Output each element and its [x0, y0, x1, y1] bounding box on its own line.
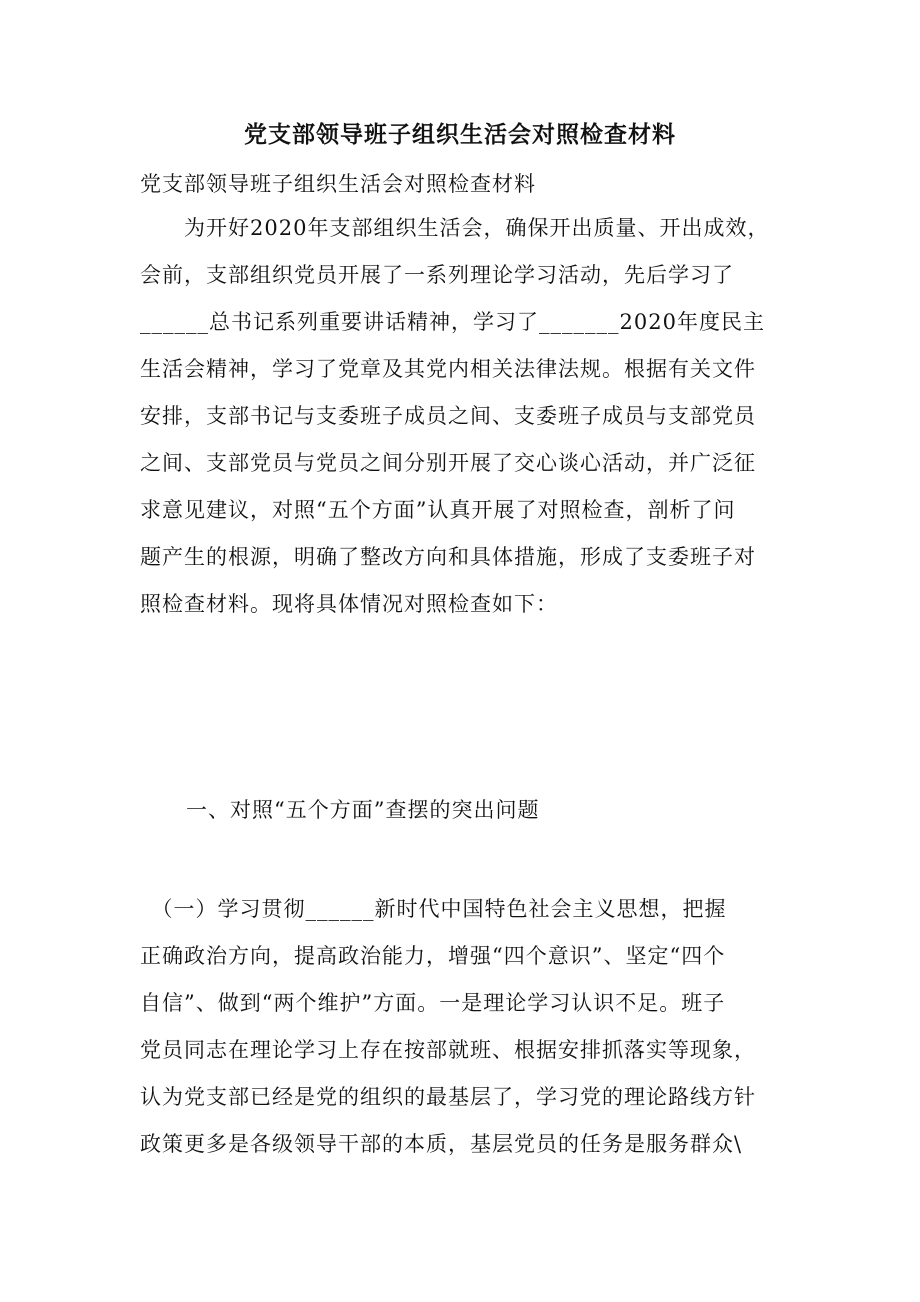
paragraph-line: 照检查材料。现将具体情况对照检查如下：	[140, 592, 558, 616]
paragraph-line: 生活会精神，学习了党章及其党内相关法律法规。根据有关文件	[140, 357, 756, 381]
document-subtitle: 党支部领导班子组织生活会对照检查材料	[140, 172, 536, 196]
paragraph-line: 党员同志在理论学习上存在按部就班、根据安排抓落实等现象，	[140, 1038, 756, 1062]
paragraph-line: 自信”、做到“两个维护”方面。一是理论学习认识不足。班子	[140, 991, 726, 1015]
paragraph-line: 题产生的根源，明确了整改方向和具体措施，形成了支委班子对	[140, 545, 756, 569]
section1-paragraph	[140, 886, 790, 1168]
document-title: 党支部领导班子组织生活会对照检查材料	[244, 121, 676, 148]
paragraph-line: 政策更多是各级领导干部的本质，基层党员的任务是服务群众\	[140, 1132, 743, 1156]
section-heading: 一、对照“五个方面”查摆的突出问题	[186, 798, 540, 822]
paragraph-line: 求意见建议，对照“五个方面”认真开展了对照检查，剖析了问	[140, 498, 736, 522]
paragraph-line: 为开好2020年支部组织生活会，确保开出质量、开出成效，	[140, 216, 770, 240]
intro-paragraph	[140, 205, 790, 628]
paragraph-line: ______总书记系列重要讲话精神，学习了_______2020年度民主	[140, 310, 765, 334]
paragraph-line: 认为党支部已经是党的组织的最基层了，学习党的理论路线方针	[140, 1085, 756, 1109]
paragraph-line: 之间、支部党员与党员之间分别开展了交心谈心活动，并广泛征	[140, 451, 756, 475]
paragraph-line: 会前，支部组织党员开展了一系列理论学习活动，先后学习了	[140, 263, 734, 287]
paragraph-line: （一）学习贯彻______新时代中国特色社会主义思想，把握	[140, 897, 727, 921]
paragraph-line: 正确政治方向，提高政治能力，增强“四个意识”、坚定“四个	[140, 944, 726, 968]
paragraph-line: 安排，支部书记与支委班子成员之间、支委班子成员与支部党员	[140, 404, 756, 428]
